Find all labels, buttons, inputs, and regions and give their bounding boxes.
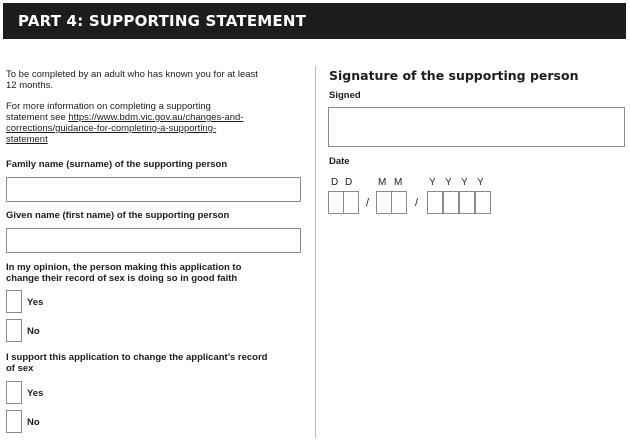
date-year-box-1[interactable]	[427, 191, 443, 214]
year-letter: Y	[461, 177, 468, 188]
date-month-box-2[interactable]	[391, 191, 407, 214]
year-letter: Y	[429, 177, 436, 188]
guidance-link-part1[interactable]: https://www.bdm.vic.gov.au/changes-and-	[68, 112, 244, 123]
date-month-box-1[interactable]	[376, 191, 392, 214]
signature-section-title: Signature of the supporting person	[329, 68, 579, 83]
date-separator: /	[366, 197, 370, 209]
given-name-field[interactable]	[6, 228, 301, 253]
day-letter: D	[345, 177, 353, 188]
good-faith-no-label: No	[27, 326, 40, 337]
support-yes-label: Yes	[27, 388, 44, 399]
info-text-line1: For more information on completing a supporting	[6, 101, 211, 112]
date-year-box-4[interactable]	[475, 191, 491, 214]
family-name-label: Family name (surname) of the supporting person	[6, 159, 228, 170]
info-text-line2	[6, 112, 243, 123]
month-letter: M	[378, 177, 387, 188]
signed-label: Signed	[329, 90, 361, 101]
guidance-link-part3[interactable]: statement	[6, 134, 48, 145]
date-separator: /	[415, 197, 419, 209]
good-faith-yes-label: Yes	[27, 297, 44, 308]
year-letter: Y	[477, 177, 484, 188]
signature-field[interactable]	[328, 107, 625, 147]
year-letter: Y	[445, 177, 452, 188]
support-no-checkbox[interactable]	[6, 410, 22, 433]
day-letter: D	[331, 177, 339, 188]
good-faith-question-line2: change their record of sex is doing so in good faith	[6, 273, 238, 284]
date-day-box-1[interactable]	[328, 191, 344, 214]
info-text-prefix: statement see	[6, 112, 69, 123]
support-question-line2: of sex	[6, 363, 34, 374]
section-header: PART 4: SUPPORTING STATEMENT	[3, 3, 626, 39]
date-year-box-3[interactable]	[459, 191, 475, 214]
date-year-box-2[interactable]	[443, 191, 459, 214]
intro-text-line1: To be completed by an adult who has known you for at least	[6, 69, 258, 80]
support-question-line1: I support this application to change the applicant’s record	[6, 352, 268, 363]
given-name-label: Given name (first name) of the supporting person	[6, 210, 230, 221]
support-no-label: No	[27, 417, 40, 428]
month-letter: M	[394, 177, 403, 188]
guidance-link-part2[interactable]: corrections/guidance-for-completing-a-supporting-	[6, 123, 217, 134]
date-day-box-2[interactable]	[343, 191, 359, 214]
column-divider	[315, 66, 316, 438]
support-yes-checkbox[interactable]	[6, 381, 22, 404]
good-faith-yes-checkbox[interactable]	[6, 290, 22, 313]
intro-text-line2: 12 months.	[6, 80, 53, 91]
family-name-field[interactable]	[6, 177, 301, 202]
good-faith-question-line1: In my opinion, the person making this application to	[6, 262, 242, 273]
good-faith-no-checkbox[interactable]	[6, 319, 22, 342]
date-label: Date	[329, 156, 350, 167]
